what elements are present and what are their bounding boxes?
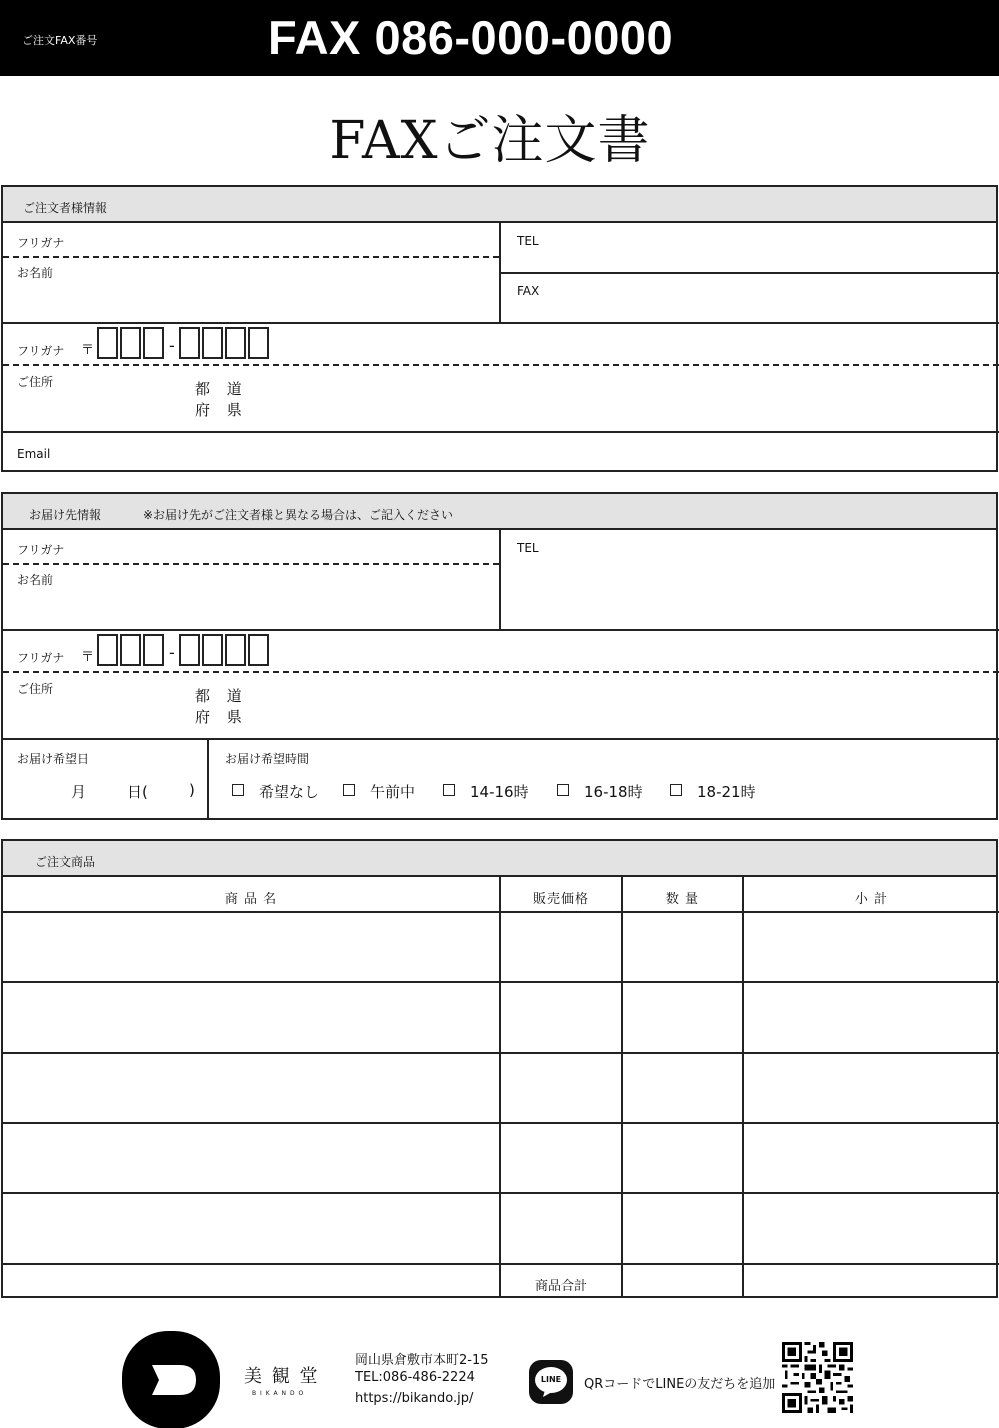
time-options bbox=[232, 784, 792, 800]
col-header-price: 販売価格 bbox=[532, 892, 589, 907]
orderer-address-furigana-label: フリガナ bbox=[17, 344, 65, 358]
time-option-16-18: 16-18時 bbox=[584, 783, 643, 801]
products-total-label: 商品合計 bbox=[534, 1279, 587, 1294]
line-add-friend-text: QRコードでLINEの友だちを追加 bbox=[584, 1377, 776, 1392]
qr-code-icon[interactable] bbox=[782, 1342, 853, 1413]
delivery-section-note: ※お届け先がご注文者様と異なる場合は、ご記入ください bbox=[143, 508, 454, 522]
line-badge-text: LINE bbox=[540, 1375, 562, 1384]
orderer-name-label: お名前 bbox=[17, 266, 54, 280]
prefecture-suffix: 都 道 府 県 bbox=[195, 687, 248, 726]
time-option-checkbox[interactable] bbox=[232, 784, 244, 796]
delivery-address-label: ご住所 bbox=[17, 682, 54, 696]
delivery-day-close: ) bbox=[189, 781, 195, 799]
fax-number: FAX 086-000-0000 bbox=[268, 11, 674, 64]
footer-address: 岡山県倉敷市本町2-15 bbox=[355, 1353, 489, 1368]
time-option-morning: 午前中 bbox=[370, 783, 416, 801]
time-option-18-21: 18-21時 bbox=[697, 783, 756, 801]
delivery-furigana-label: フリガナ bbox=[17, 543, 65, 557]
time-option-none: 希望なし bbox=[259, 783, 320, 801]
products-table bbox=[1, 875, 998, 1298]
page-title: FAXご注文書 bbox=[329, 111, 651, 171]
zip-mark: 〒 bbox=[81, 343, 95, 358]
delivery-time-label: お届け希望時間 bbox=[225, 752, 310, 766]
orderer-section-header bbox=[1, 185, 998, 223]
delivery-date-label: お届け希望日 bbox=[17, 752, 90, 766]
col-header-product: 商 品 名 bbox=[224, 892, 278, 907]
orderer-furigana-label: フリガナ bbox=[17, 236, 65, 250]
time-option-checkbox[interactable] bbox=[670, 784, 682, 796]
fax-header-bar bbox=[0, 0, 999, 76]
delivery-zip-boxes[interactable] bbox=[81, 634, 271, 668]
prefecture-suffix: 都 道 府 県 bbox=[195, 380, 248, 419]
time-option-checkbox[interactable] bbox=[443, 784, 455, 796]
brand-logo bbox=[122, 1331, 220, 1428]
col-header-quantity: 数 量 bbox=[665, 892, 700, 907]
line-icon bbox=[529, 1360, 573, 1404]
orderer-tel-label: TEL bbox=[517, 234, 539, 248]
time-option-checkbox[interactable] bbox=[557, 784, 569, 796]
delivery-section-header bbox=[1, 492, 998, 530]
brand-name: 美 観 堂 bbox=[244, 1366, 320, 1387]
time-option-14-16: 14-16時 bbox=[470, 783, 529, 801]
orderer-form bbox=[1, 221, 998, 472]
zip-dash: - bbox=[169, 643, 175, 662]
footer-tel: TEL:086-486-2224 bbox=[355, 1370, 475, 1385]
footer-url[interactable]: https://bikando.jp/ bbox=[355, 1391, 474, 1406]
orderer-fax-label: FAX bbox=[517, 284, 540, 298]
delivery-tel-label: TEL bbox=[517, 541, 539, 555]
zip-mark: 〒 bbox=[81, 650, 95, 665]
orderer-address-label: ご住所 bbox=[17, 375, 54, 389]
products-section-title: ご注文商品 bbox=[35, 855, 96, 869]
delivery-month-label: 月 bbox=[71, 783, 87, 801]
col-header-subtotal: 小 計 bbox=[854, 892, 889, 907]
brand-romaji: B I K A N D O bbox=[252, 1390, 305, 1397]
delivery-form bbox=[1, 528, 998, 820]
delivery-name-label: お名前 bbox=[17, 573, 54, 587]
orderer-zip-boxes[interactable] bbox=[81, 327, 271, 361]
delivery-day-label: 日( bbox=[127, 783, 148, 801]
zip-dash: - bbox=[169, 336, 175, 355]
orderer-section-title: ご注文者様情報 bbox=[23, 201, 108, 215]
delivery-section-title: お届け先情報 bbox=[29, 508, 102, 522]
delivery-address-furigana-label: フリガナ bbox=[17, 651, 65, 665]
orderer-email-label: Email bbox=[17, 447, 51, 461]
time-option-checkbox[interactable] bbox=[343, 784, 355, 796]
fax-number-label: ご注文FAX番号 bbox=[22, 34, 98, 47]
products-section-header bbox=[1, 839, 998, 877]
